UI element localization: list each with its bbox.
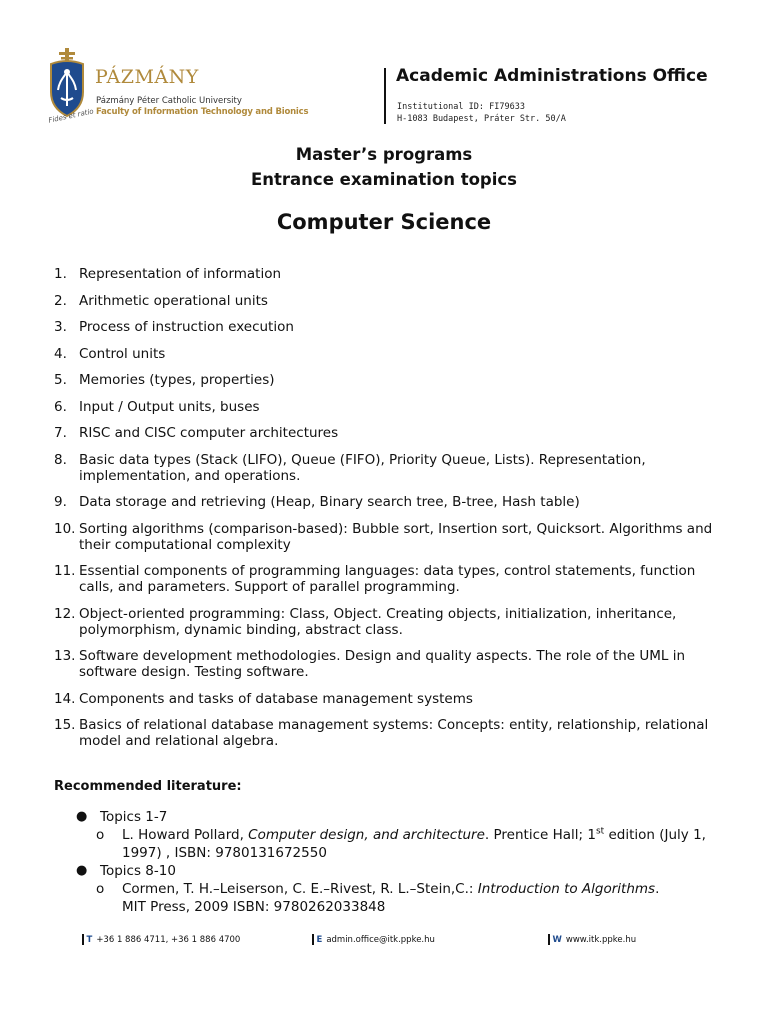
bullet-icon: ● — [76, 809, 88, 824]
institutional-id: Institutional ID: FI79633 — [397, 102, 525, 112]
program-heading: Master’s programs — [295, 145, 473, 164]
web-key: W — [552, 935, 562, 945]
topic-text: Basics of relational database management systems: Concepts: entity, relationship, relational model and relational algebra. — [79, 717, 709, 749]
topic-text: RISC and CISC computer architectures — [79, 425, 339, 441]
reference-details: . — [655, 881, 660, 897]
reference-superscript: st — [595, 826, 605, 837]
topic-text: Components and tasks of database management systems — [79, 690, 473, 707]
topic-text: Process of instruction execution — [79, 319, 294, 335]
brand-name: PÁZMÁNY — [95, 66, 199, 88]
footer-divider — [548, 934, 550, 945]
reference-author: Cormen, T. H.–Leiserson, C. E.–Rivest, R. L.–Stein,C.: — [122, 881, 478, 897]
topic-number: 15. — [54, 717, 76, 733]
footer-divider — [312, 934, 314, 945]
topic-text: Basic data types (Stack (LIFO), Queue (FIFO), Priority Queue, Lists). Representation, implementation, and operations. — [79, 451, 646, 484]
footer — [0, 934, 768, 948]
exam-heading: Entrance examination topics — [251, 170, 517, 189]
reference-details: . Prentice Hall; 1 — [484, 827, 596, 843]
office-title: Academic Administrations Office — [396, 66, 708, 86]
list-item — [54, 346, 724, 362]
list-item — [54, 691, 724, 707]
topic-text: Control units — [79, 345, 166, 362]
literature-topic-label: Topics 8-10 — [100, 863, 176, 879]
topic-text: Software development methodologies. Design and quality aspects. The role of the UML in software design. Testing software. — [79, 648, 686, 680]
topic-number: 13. — [54, 648, 76, 664]
literature-reference — [76, 880, 726, 916]
literature-list — [76, 808, 726, 916]
footer-phone — [82, 934, 240, 945]
list-item — [54, 648, 724, 680]
literature-topic-group — [76, 862, 726, 880]
list-item — [54, 399, 724, 415]
topic-text: Data storage and retrieving (Heap, Binary search tree, B-tree, Hash table) — [79, 494, 580, 510]
literature-reference — [76, 826, 726, 862]
topic-number: 14. — [54, 690, 76, 707]
reference-book: Computer design, and architecture — [248, 827, 485, 843]
email-key: E — [316, 935, 323, 945]
list-item — [54, 319, 724, 335]
subject-title: Computer Science — [276, 210, 492, 234]
list-item — [54, 563, 724, 595]
literature-title: Recommended literature: — [54, 779, 242, 794]
topic-text: Sorting algorithms (comparison-based): Bubble sort, Insertion sort, Quicksort. Algorithms and their computational complexity — [79, 520, 713, 553]
topic-number: 4. — [54, 345, 67, 362]
topic-text: Representation of information — [79, 266, 282, 282]
topic-number: 2. — [54, 292, 67, 309]
university-name: Pázmány Péter Catholic University — [96, 96, 242, 106]
topic-number: 7. — [54, 425, 67, 441]
reference-book: Introduction to Algorithms — [477, 881, 656, 897]
reference-details: edition (July 1, 1997) , ISBN: 9780131672550 — [122, 827, 706, 861]
reference-details: MIT Press, 2009 ISBN: 9780262033848 — [122, 899, 386, 915]
list-item — [54, 606, 724, 638]
header-divider — [384, 68, 386, 124]
topic-number: 1. — [54, 266, 67, 282]
list-item — [54, 266, 724, 282]
footer-web — [548, 934, 636, 945]
list-item — [54, 452, 724, 484]
literature-topic-label: Topics 1-7 — [100, 809, 168, 825]
faculty-name: Faculty of Information Technology and Bionics — [96, 107, 309, 117]
list-item — [54, 494, 724, 510]
office-address: H-1083 Budapest, Práter Str. 50/A — [397, 114, 566, 124]
footer-divider — [82, 934, 84, 945]
circle-bullet-icon: o — [96, 827, 105, 843]
university-logo — [46, 48, 309, 125]
topic-number: 10. — [54, 520, 76, 537]
topic-list — [54, 266, 724, 760]
topic-number: 8. — [54, 451, 67, 468]
email-link[interactable]: admin.office@itk.ppke.hu — [326, 935, 435, 945]
reference-text — [122, 880, 659, 916]
circle-bullet-icon: o — [96, 881, 105, 897]
bullet-icon: ● — [76, 863, 88, 878]
list-item — [54, 425, 724, 441]
topic-text: Input / Output units, buses — [79, 398, 260, 415]
reference-text — [122, 826, 726, 862]
list-item — [54, 372, 724, 388]
phone-number: +36 1 886 4711, +36 1 886 4700 — [96, 935, 241, 945]
topic-number: 9. — [54, 494, 67, 510]
motto: Fides et ratio — [47, 107, 95, 125]
topic-text: Memories (types, properties) — [79, 372, 275, 388]
topic-text: Essential components of programming languages: data types, control statements, function calls, and parameters. Support of parallel programming. — [79, 563, 696, 595]
topic-number: 6. — [54, 398, 67, 415]
topic-number: 11. — [54, 563, 76, 579]
topic-text: Arithmetic operational units — [79, 292, 268, 309]
topic-text: Object-oriented programming: Class, Object. Creating objects, initialization, inheritance, polymorphism, dynamic binding, abstract class. — [79, 605, 677, 638]
topic-number: 5. — [54, 372, 67, 388]
footer-email — [312, 934, 435, 945]
list-item — [54, 521, 724, 553]
list-item — [54, 293, 724, 309]
phone-key: T — [86, 935, 93, 945]
list-item — [54, 717, 724, 749]
topic-number: 3. — [54, 319, 67, 335]
web-link[interactable]: www.itk.ppke.hu — [565, 935, 637, 945]
topic-number: 12. — [54, 605, 76, 622]
reference-author: L. Howard Pollard, — [122, 827, 249, 843]
literature-topic-group — [76, 808, 726, 826]
